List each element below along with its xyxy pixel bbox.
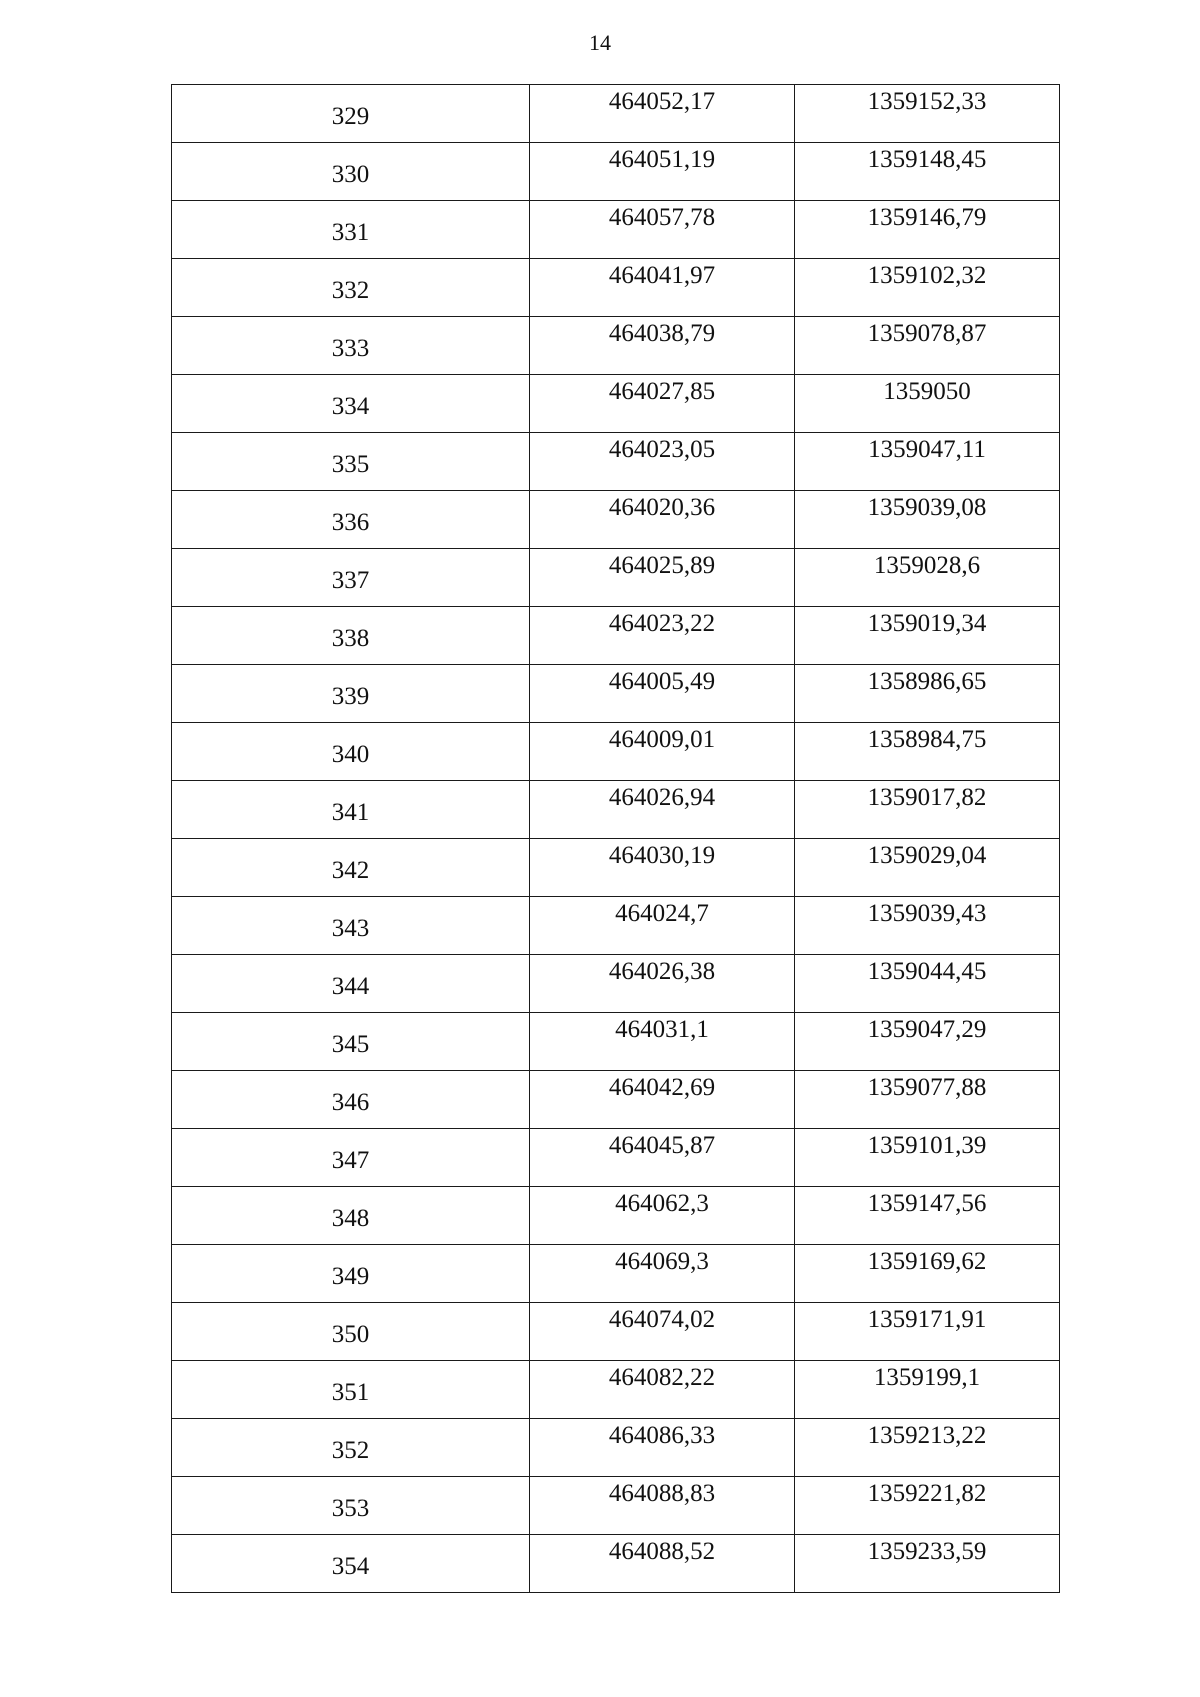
x-coordinate-cell: 464088,52: [530, 1535, 795, 1593]
table-row: [172, 665, 1060, 723]
point-number-cell: 353: [172, 1477, 530, 1535]
x-coordinate-cell: 464020,36: [530, 491, 795, 549]
table-row: [172, 433, 1060, 491]
y-coordinate-cell: 1359044,45: [795, 955, 1060, 1013]
y-coordinate-cell: 1359146,79: [795, 201, 1060, 259]
y-coordinate-cell: 1359078,87: [795, 317, 1060, 375]
x-coordinate-cell: 464030,19: [530, 839, 795, 897]
point-number-cell: 331: [172, 201, 530, 259]
point-number-cell: 344: [172, 955, 530, 1013]
x-coordinate-cell: 464069,3: [530, 1245, 795, 1303]
x-coordinate-cell: 464052,17: [530, 85, 795, 143]
x-coordinate-cell: 464086,33: [530, 1419, 795, 1477]
table-row: [172, 1129, 1060, 1187]
x-coordinate-cell: 464074,02: [530, 1303, 795, 1361]
table-row: [172, 1071, 1060, 1129]
point-number-cell: 345: [172, 1013, 530, 1071]
point-number-cell: 354: [172, 1535, 530, 1593]
x-coordinate-cell: 464041,97: [530, 259, 795, 317]
table-row: [172, 549, 1060, 607]
x-coordinate-cell: 464025,89: [530, 549, 795, 607]
point-number-cell: 343: [172, 897, 530, 955]
table-row: [172, 85, 1060, 143]
table-row: [172, 259, 1060, 317]
table-row: [172, 1419, 1060, 1477]
point-number-cell: 347: [172, 1129, 530, 1187]
table-row: [172, 781, 1060, 839]
y-coordinate-cell: 1359039,43: [795, 897, 1060, 955]
point-number-cell: 346: [172, 1071, 530, 1129]
y-coordinate-cell: 1359213,22: [795, 1419, 1060, 1477]
x-coordinate-cell: 464057,78: [530, 201, 795, 259]
x-coordinate-cell: 464024,7: [530, 897, 795, 955]
y-coordinate-cell: 1359050: [795, 375, 1060, 433]
table-row: [172, 1013, 1060, 1071]
table-row: [172, 375, 1060, 433]
y-coordinate-cell: 1359171,91: [795, 1303, 1060, 1361]
point-number-cell: 336: [172, 491, 530, 549]
point-number-cell: 339: [172, 665, 530, 723]
x-coordinate-cell: 464042,69: [530, 1071, 795, 1129]
y-coordinate-cell: 1359148,45: [795, 143, 1060, 201]
point-number-cell: 330: [172, 143, 530, 201]
point-number-cell: 350: [172, 1303, 530, 1361]
y-coordinate-cell: 1358986,65: [795, 665, 1060, 723]
x-coordinate-cell: 464005,49: [530, 665, 795, 723]
y-coordinate-cell: 1359047,29: [795, 1013, 1060, 1071]
table-row: [172, 1187, 1060, 1245]
y-coordinate-cell: 1359102,32: [795, 259, 1060, 317]
table-row: [172, 607, 1060, 665]
y-coordinate-cell: 1359233,59: [795, 1535, 1060, 1593]
x-coordinate-cell: 464009,01: [530, 723, 795, 781]
point-number-cell: 335: [172, 433, 530, 491]
y-coordinate-cell: 1359029,04: [795, 839, 1060, 897]
y-coordinate-cell: 1359017,82: [795, 781, 1060, 839]
point-number-cell: 351: [172, 1361, 530, 1419]
table-row: [172, 491, 1060, 549]
x-coordinate-cell: 464088,83: [530, 1477, 795, 1535]
point-number-cell: 349: [172, 1245, 530, 1303]
x-coordinate-cell: 464031,1: [530, 1013, 795, 1071]
page-number: 14: [589, 30, 611, 55]
x-coordinate-cell: 464023,05: [530, 433, 795, 491]
y-coordinate-cell: 1359169,62: [795, 1245, 1060, 1303]
table-row: [172, 897, 1060, 955]
table-row: [172, 955, 1060, 1013]
y-coordinate-cell: 1359152,33: [795, 85, 1060, 143]
table-row: [172, 1361, 1060, 1419]
point-number-cell: 338: [172, 607, 530, 665]
point-number-cell: 334: [172, 375, 530, 433]
x-coordinate-cell: 464082,22: [530, 1361, 795, 1419]
point-number-cell: 341: [172, 781, 530, 839]
x-coordinate-cell: 464045,87: [530, 1129, 795, 1187]
x-coordinate-cell: 464026,38: [530, 955, 795, 1013]
y-coordinate-cell: 1359019,34: [795, 607, 1060, 665]
point-number-cell: 333: [172, 317, 530, 375]
y-coordinate-cell: 1359039,08: [795, 491, 1060, 549]
table-row: [172, 201, 1060, 259]
x-coordinate-cell: 464023,22: [530, 607, 795, 665]
y-coordinate-cell: 1358984,75: [795, 723, 1060, 781]
y-coordinate-cell: 1359221,82: [795, 1477, 1060, 1535]
coordinates-table: [171, 84, 1060, 1593]
table-row: [172, 143, 1060, 201]
table-row: [172, 1303, 1060, 1361]
y-coordinate-cell: 1359199,1: [795, 1361, 1060, 1419]
point-number-cell: 342: [172, 839, 530, 897]
table-row: [172, 1535, 1060, 1593]
table-row: [172, 723, 1060, 781]
x-coordinate-cell: 464038,79: [530, 317, 795, 375]
y-coordinate-cell: 1359101,39: [795, 1129, 1060, 1187]
point-number-cell: 337: [172, 549, 530, 607]
point-number-cell: 329: [172, 85, 530, 143]
y-coordinate-cell: 1359028,6: [795, 549, 1060, 607]
point-number-cell: 340: [172, 723, 530, 781]
x-coordinate-cell: 464027,85: [530, 375, 795, 433]
x-coordinate-cell: 464051,19: [530, 143, 795, 201]
x-coordinate-cell: 464062,3: [530, 1187, 795, 1245]
table-row: [172, 317, 1060, 375]
coordinates-table-body: [172, 85, 1060, 1593]
table-row: [172, 1245, 1060, 1303]
y-coordinate-cell: 1359047,11: [795, 433, 1060, 491]
table-row: [172, 1477, 1060, 1535]
x-coordinate-cell: 464026,94: [530, 781, 795, 839]
point-number-cell: 348: [172, 1187, 530, 1245]
y-coordinate-cell: 1359077,88: [795, 1071, 1060, 1129]
point-number-cell: 352: [172, 1419, 530, 1477]
point-number-cell: 332: [172, 259, 530, 317]
y-coordinate-cell: 1359147,56: [795, 1187, 1060, 1245]
table-row: [172, 839, 1060, 897]
